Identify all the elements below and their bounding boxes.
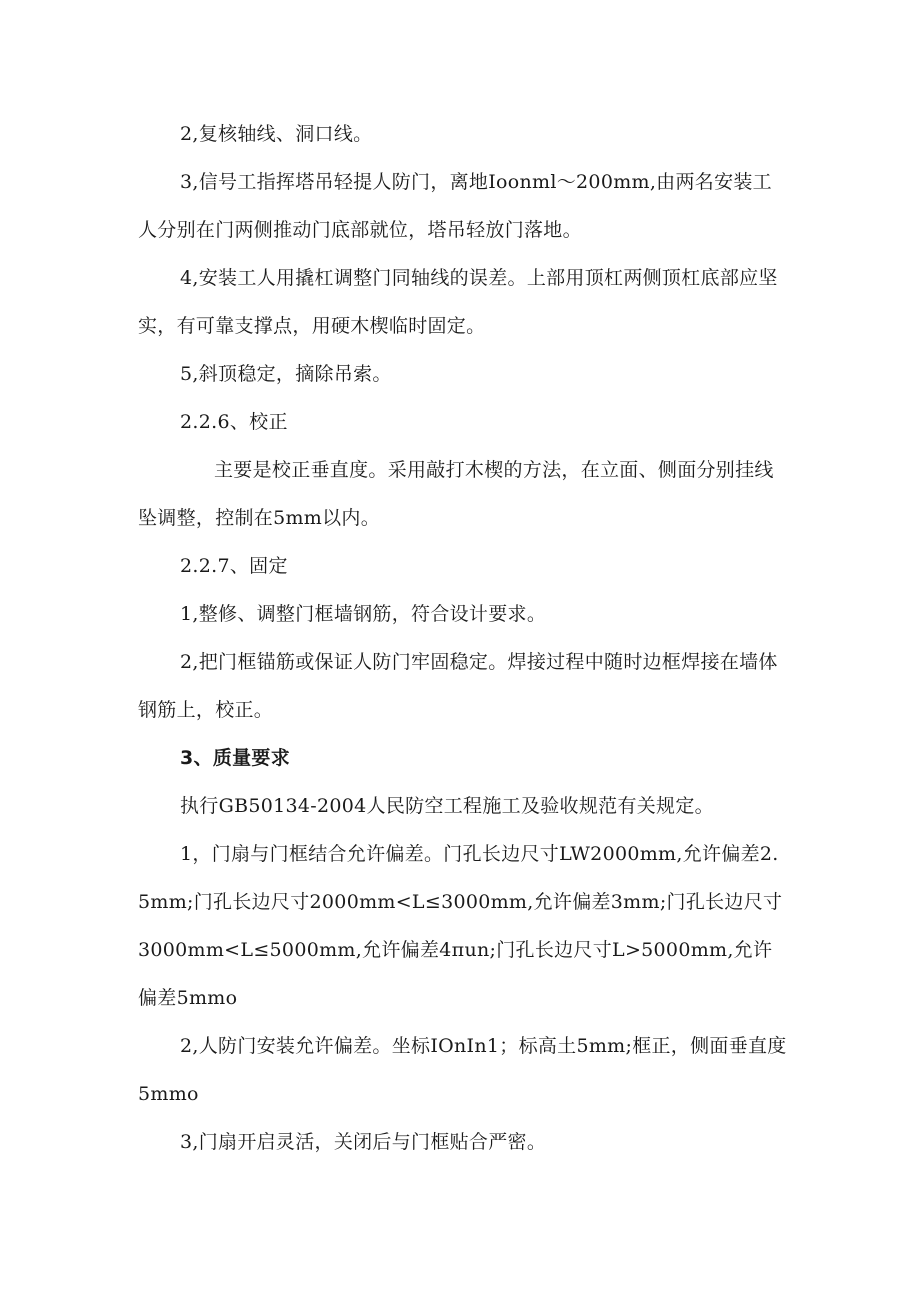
- paragraph-quality-item-1: 1，门扇与门框结合允许偏差。门孔长边尺寸LW2000mm,允许偏差2.5mm;门孔长边尺寸2000mm<L≤3000mm,允许偏差3mm;门孔长边尺寸3000mm<L≤5000mm,允许偏差4πun;门孔长边尺寸L>5000mm,允许偏差5mmo: [138, 843, 783, 1009]
- paragraph-step-3-lift-door: 3,信号工指挥塔吊轻提人防门，离地Ioonml～200mm,由两名安装工人分别在门两侧推动门底部就位，塔吊轻放门落地。: [138, 171, 772, 241]
- paragraph-quality-standard: 执行GB50134-2004人民防空工程施工及验收规范有关规定。: [180, 795, 714, 817]
- section-heading-quality: 3、质量要求: [180, 747, 291, 769]
- paragraph-fix-step-1: 1,整修、调整门框墙钢筋，符合设计要求。: [180, 603, 547, 625]
- paragraph-step-4-adjust-axis: 4,安装工人用撬杠调整门同轴线的误差。上部用顶杠两侧顶杠底部应坚实，有可靠支撑点，用硬木楔临时固定。: [138, 267, 778, 337]
- document-body: [138, 110, 788, 1166]
- paragraph-correction-body: 主要是校正垂直度。采用敲打木楔的方法，在立面、侧面分别挂线坠调整，控制在5mm以内。: [138, 459, 774, 529]
- paragraph-step-2-verify-axis: 2,复核轴线、洞口线。: [180, 123, 373, 145]
- section-heading-2-2-6: 2.2.6、校正: [180, 411, 288, 433]
- paragraph-quality-item-3: 3,门扇开启灵活，关闭后与门框贴合严密。: [180, 1131, 547, 1153]
- section-heading-2-2-7: 2.2.7、固定: [180, 555, 288, 577]
- paragraph-quality-item-2: 2,人防门安装允许偏差。坐标IOnIn1；标高土5mm;框正，侧面垂直度5mmo: [138, 1035, 787, 1105]
- paragraph-fix-step-2: 2,把门框锚筋或保证人防门牢固稳定。焊接过程中随时边框焊接在墙体钢筋上，校正。: [138, 651, 778, 721]
- paragraph-step-5-remove-sling: 5,斜顶稳定，摘除吊索。: [180, 363, 392, 385]
